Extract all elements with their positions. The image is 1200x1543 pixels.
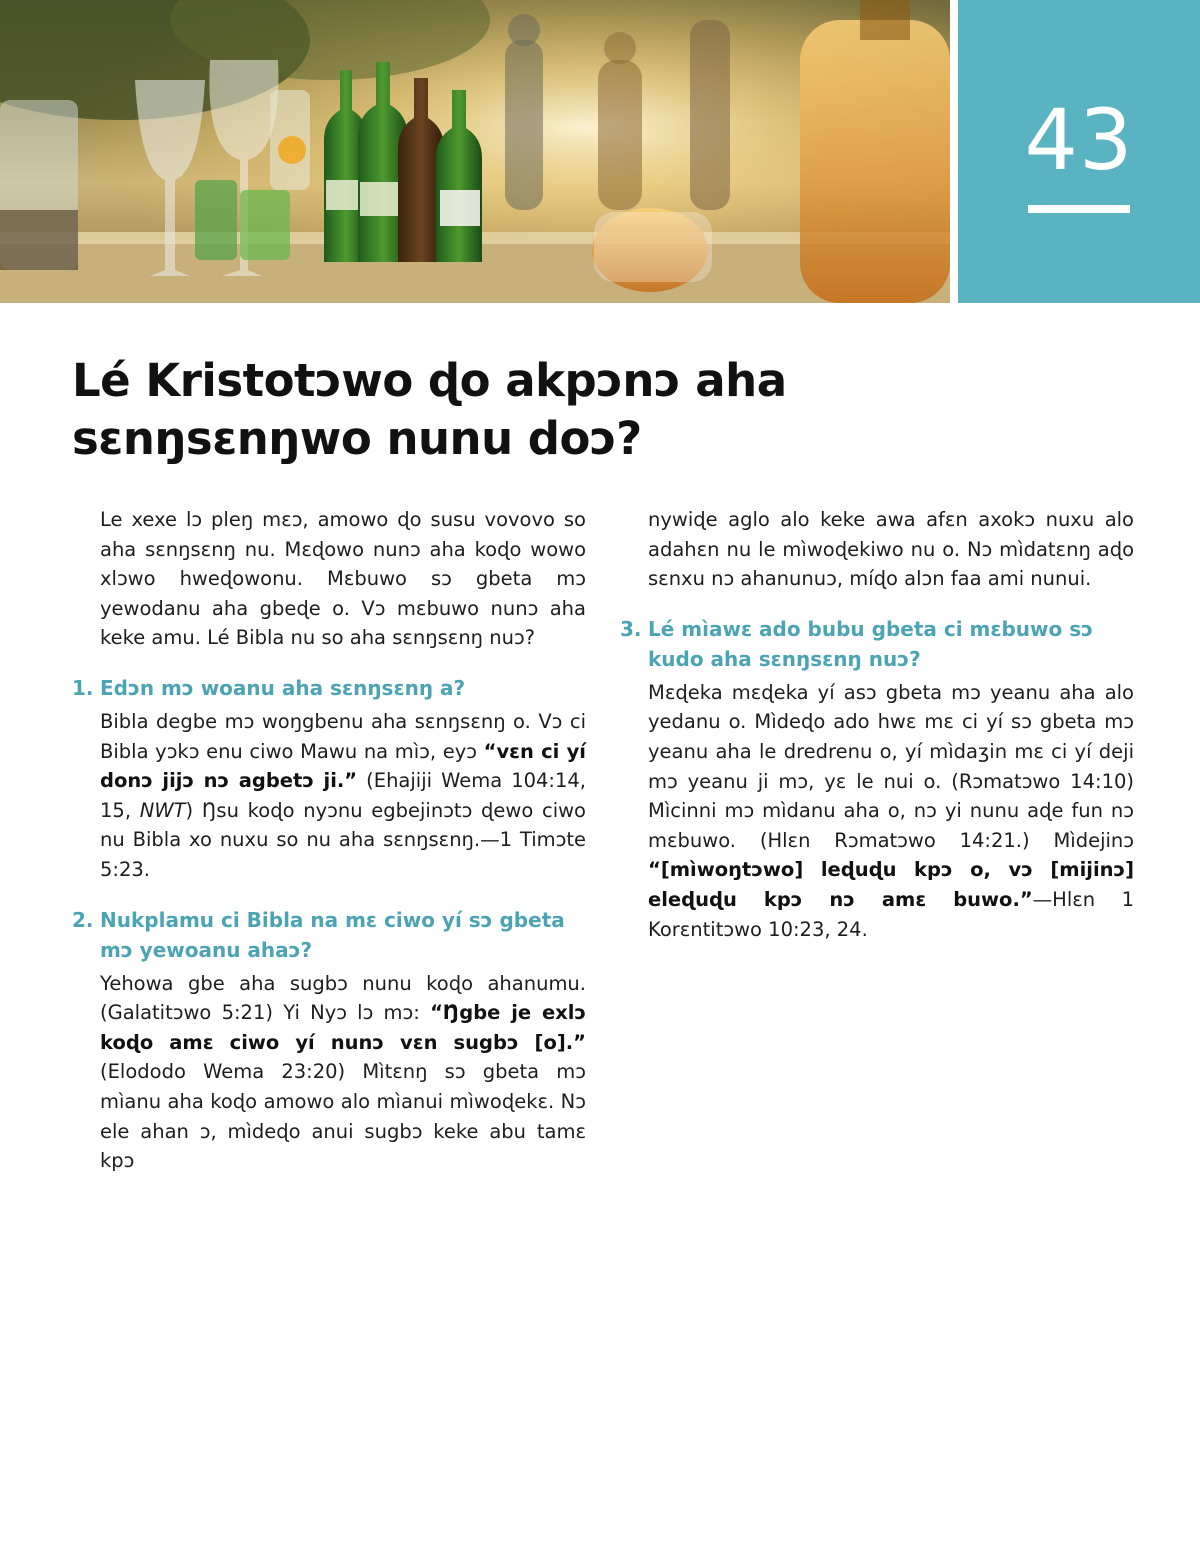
hero-illustration	[0, 0, 950, 303]
question-text: Lé mìawɛ ado bubu gbeta ci mɛbuwo sɔ kudo aha sɛnŋsɛnŋ nuɔ?	[648, 616, 1093, 671]
text-run: Bibla degbe mɔ woŋgbenu aha sɛnŋsɛnŋ o. Vɔ ci Bibla yɔkɔ enu ciwo Mawu na mìɔ, eyɔ	[100, 709, 586, 763]
question-number: 1.	[72, 675, 94, 700]
question-heading-2	[72, 905, 586, 965]
translation-abbrev: NWT	[139, 798, 186, 822]
text-run: —Hlɛn 1 Korɛntitɔwo 10:23, 24.	[648, 887, 1134, 941]
title-line-2: sɛnŋsɛnŋwo nunu doɔ?	[72, 412, 642, 465]
hero-photo	[0, 0, 950, 303]
text-run: ) Ŋsu koɖo nyɔnu egbejinɔtɔ ɖewo ciwo nu Bibla xo nuxu so nu aha sɛnŋsɛnŋ.—1 Timɔte 5:23.	[100, 798, 586, 881]
lesson-number: 43	[1024, 91, 1134, 189]
text-run: (Elododo Wema 23:20) Mìtɛnŋ sɔ gbeta mɔ mìanu aha koɖo amowo alo mìanui mìwoɖekɛ. Nɔ ele ahan ɔ, mìdeɖo anui sugbɔ keke abu tamɛ kpɔ	[100, 1060, 586, 1173]
scripture-quote: “vɛn ci yí donɔ jijɔ nɔ agbetɔ ji.”	[100, 739, 586, 793]
right-column	[620, 505, 1134, 944]
lesson-number-panel	[958, 0, 1200, 303]
text-run: nywiɖe aglo alo keke awa afɛn axokɔ nuxu alo adahɛn nu le mìwoɖekiwo nu o. Nɔ mìdatɛnŋ aɖo sɛnxu nɔ ahanunuɔ, míɖo alɔn faa ami nunui.	[648, 508, 1134, 591]
text-run: Mɛɖeka mɛɖeka yí asɔ gbeta mɔ yeanu aha alo yedanu o. Mìdeɖo ado hwɛ mɛ ci yí sɔ gbeta mɔ yeanu aha le dredrenu o, yí mìdaʒin mɛ ci yí deji mɔ yeanu ji mɔ, yɛ le nui o. (Rɔmatɔwo 14:10) Mìcinni mɔ mìdanu aha o, nɔ yi nunu aɖe fun nɔ mɛbuwo. (Hlɛn Rɔmatɔwo 14:21.) Mìdejinɔ	[648, 680, 1134, 852]
lesson-number-underline	[1028, 205, 1130, 213]
question-heading-1	[72, 673, 586, 703]
left-column	[72, 505, 586, 1176]
answer-paragraph-1	[100, 707, 586, 885]
scripture-quote: “[mìwoŋtɔwo] leɖuɖu kpɔ o, vɔ [mijinɔ] eleɖuɖu kpɔ nɔ amɛ buwo.”	[648, 858, 1134, 911]
question-text: Nukplamu ci Bibla na mɛ ciwo yí sɔ gbeta mɔ yewoanu ahaɔ?	[100, 907, 565, 962]
answer-paragraph-3	[648, 678, 1134, 944]
page-title	[72, 352, 1072, 468]
answer-paragraph-2-continued	[648, 505, 1134, 594]
title-line-1: Lé Kristotɔwo ɖo akpɔnɔ aha	[72, 354, 787, 407]
scripture-quote: “Ŋgbe je exlɔ koɖo amɛ ciwo yí nunɔ vɛn sugbɔ [o].”	[100, 1001, 586, 1054]
question-heading-3	[620, 614, 1134, 674]
question-text: Edɔn mɔ woanu aha sɛnŋsɛnŋ a?	[100, 675, 466, 700]
text-run: Yehowa gbe aha sugbɔ nunu koɖo ahanumu. (Galatitɔwo 5:21) Yi Nyɔ lɔ mɔ:	[100, 971, 586, 1025]
text-run: (Ehajiji Wema 104:14, 15,	[100, 769, 586, 822]
question-number: 2.	[72, 907, 94, 932]
question-number: 3.	[620, 616, 642, 641]
intro-paragraph: Le xexe lɔ pleŋ mɛɔ, amowo ɖo susu vovovo so aha sɛnŋsɛnŋ nu. Mɛɖowo nunɔ aha koɖo wowo xlɔwo hweɖowonu. Mɛbuwo sɔ gbeta mɔ yewodanu aha gbeɖe o. Vɔ mɛbuwo nunɔ aha keke amu. Lé Bibla nu so aha sɛnŋsɛnŋ nuɔ?	[100, 508, 586, 650]
answer-paragraph-2	[100, 969, 586, 1176]
